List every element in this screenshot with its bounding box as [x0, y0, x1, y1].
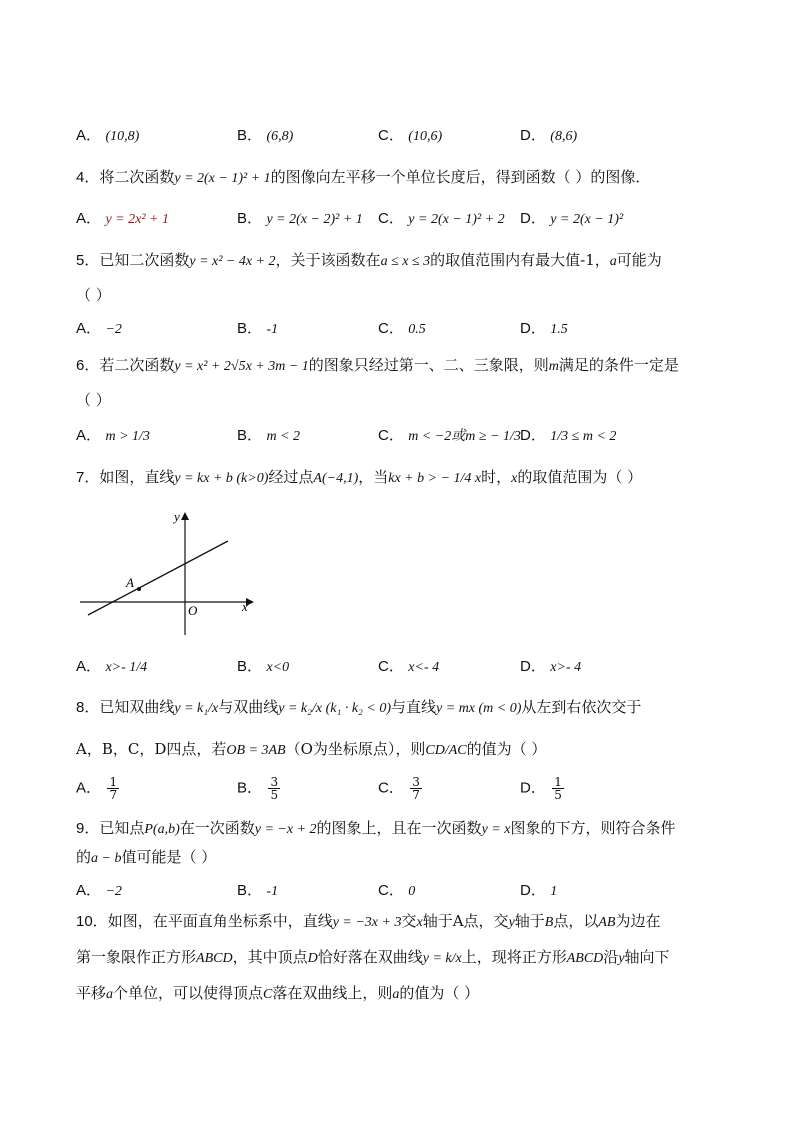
q3-option-b[interactable]: B． (6,8) — [237, 127, 294, 144]
q5-option-b[interactable]: B． -1 — [237, 320, 279, 337]
q7-option-a[interactable]: A． x>- 1/4 — [76, 658, 148, 675]
q9-stem-line1: 9．已知点P(a,b)在一次函数y = −x + 2的图象上，且在一次函数y = x图象的下方，则符合条件 — [76, 819, 676, 837]
q4-option-c[interactable]: C． y = 2(x − 1)² + 2 — [378, 210, 505, 227]
q6-stem: 6．若二次函数y = x² + 2√5x + 3m − 1的图象只经过第一、二、三象限，则m满足的条件一定是 — [76, 356, 679, 374]
q5-option-d[interactable]: D． 1.5 — [520, 320, 568, 337]
q5-option-a[interactable]: A． −2 — [76, 320, 122, 337]
q5-option-c[interactable]: C． 0.5 — [378, 320, 426, 337]
q7-x-label: x — [242, 599, 248, 614]
q3-option-c[interactable]: C． (10,6) — [378, 127, 443, 144]
q8-option-b[interactable]: B． $\frac{3}{5}$ — [237, 775, 279, 802]
q9-option-d[interactable]: D． 1 — [520, 882, 558, 899]
q4-option-d[interactable]: D． y = 2(x − 1)² — [520, 210, 624, 227]
q7-stem: 7．如图，直线y = kx + b (k>0)经过点A(−4,1)，当kx + b > − 1/4 x时，x的取值范围为（ ） — [76, 468, 643, 486]
q8-option-c[interactable]: C． $\frac{3}{7}$ — [378, 775, 420, 802]
q6-option-a[interactable]: A． m > 1/3 — [76, 427, 150, 444]
q7-option-b[interactable]: B． x<0 — [237, 658, 290, 675]
q7-origin-label: O — [188, 603, 198, 618]
q6-option-b[interactable]: B． m < 2 — [237, 427, 301, 444]
q4-option-b[interactable]: B． y = 2(x − 2)² + 1 — [237, 210, 363, 227]
q6-paren: （ ） — [76, 391, 111, 409]
q8-stem-line2: A，B，C，D四点，若OB = 3AB（O为坐标原点），则CD/AC的值为（ ） — [76, 740, 547, 758]
q10-stem-line1: 10．如图，在平面直角坐标系中，直线y = −3x + 3交x轴于A点，交y轴于B点，以AB为边在 — [76, 912, 661, 930]
q6-option-d[interactable]: D． 1/3 ≤ m < 2 — [520, 427, 617, 444]
q7-line — [88, 541, 228, 615]
q6-option-c[interactable]: C． m < −2或m ≥ − 1/3 — [378, 427, 521, 444]
q7-point-a — [137, 587, 141, 591]
q7-y-arrow — [181, 512, 189, 520]
q7-y-label: y — [174, 509, 180, 524]
q8-option-a[interactable]: A． $\frac{1}{7}$ — [76, 775, 118, 802]
q9-option-b[interactable]: B． -1 — [237, 882, 279, 899]
q9-option-a[interactable]: A． −2 — [76, 882, 122, 899]
q7-figure — [76, 505, 266, 645]
q10-stem-line3: 平移a个单位，可以使得顶点C落在双曲线上，则a的值为（ ） — [76, 984, 480, 1002]
q5-paren: （ ） — [76, 286, 111, 304]
q9-option-c[interactable]: C． 0 — [378, 882, 416, 899]
q3-option-a[interactable]: A． (10,8) — [76, 127, 140, 144]
q5-stem: 5．已知二次函数y = x² − 4x + 2，关于该函数在a ≤ x ≤ 3的取值范围内有最大值-1，a可能为 — [76, 251, 662, 269]
q10-stem-line2: 第一象限作正方形ABCD，其中顶点D恰好落在双曲线y = k/x上，现将正方形ABCD沿y轴向下 — [76, 948, 670, 966]
q7-option-c[interactable]: C． x<- 4 — [378, 658, 440, 675]
q4-option-a[interactable]: A． y = 2x² + 1 — [76, 210, 169, 227]
q8-option-d[interactable]: D． $\frac{1}{5}$ — [520, 775, 562, 802]
q4-stem: 4．将二次函数y = 2(x − 1)² + 1的图像向左平移一个单位长度后，得到函数（ ）的图像． — [76, 168, 651, 186]
q3-option-d[interactable]: D． (8,6) — [520, 127, 578, 144]
q7-option-d[interactable]: D． x>- 4 — [520, 658, 582, 675]
q8-stem-line1: 8．已知双曲线y = k₁/x与双曲线y = k₂/x (k₁ · k₂ < 0)与直线y = mx (m < 0)从左到右依次交于 — [76, 698, 642, 716]
q9-stem-line2: 的a − b值可能是（ ） — [76, 848, 217, 866]
q7-point-a-label: A — [126, 575, 134, 590]
